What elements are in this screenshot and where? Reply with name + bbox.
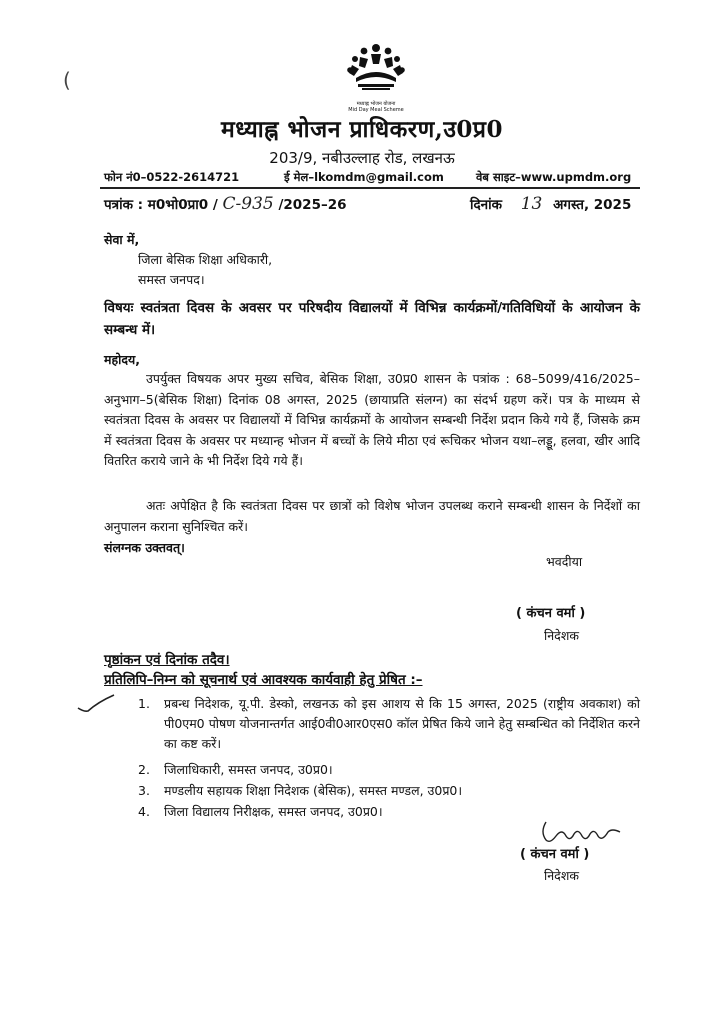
- logo-text-english: Mid Day Meal Scheme: [348, 107, 404, 113]
- list-item: [138, 781, 640, 801]
- list-item: [138, 694, 640, 754]
- signatory-designation: निदेशक: [544, 628, 579, 643]
- logo-text-hindi: मध्याह्न भोजन योजना: [356, 101, 396, 107]
- list-item-text: जिला विद्यालय निरीक्षक, समस्त जनपद, उ0प्र0।: [164, 804, 383, 819]
- reference-suffix: /2025–26: [278, 197, 347, 213]
- salutation: सेवा में,: [104, 232, 140, 247]
- body-paragraph-2: अतः अपेक्षित है कि स्वतंत्रता दिवस पर छात्रों को विशेष भोजन उपलब्ध कराने सम्बन्धी शासन के निर्देशों का अनुपालन कराना सुनिश्चित करें।: [104, 498, 640, 534]
- list-item-number: 1.: [138, 696, 150, 711]
- list-item-number: 2.: [138, 762, 150, 777]
- letter-date: [470, 194, 631, 214]
- list-item: [138, 760, 640, 780]
- email-address: ई मेल–lkomdm@gmail.com: [284, 170, 444, 184]
- date-month-year: अगस्त, 2025: [553, 197, 632, 213]
- header-divider: [100, 187, 640, 189]
- closing-word: भवदीया: [546, 554, 583, 569]
- mid-day-meal-logo-icon: [338, 38, 414, 108]
- organization-title: मध्याह्न भोजन प्राधिकरण,उ0प्र0: [220, 116, 504, 143]
- recipient-line-2: समस्त जनपद।: [138, 272, 205, 287]
- handwritten-tick-icon: [76, 694, 116, 716]
- signatory-name-2: ( कंचन वर्मा ): [520, 847, 590, 862]
- recipient-line-1: जिला बेसिक शिक्षा अधिकारी,: [138, 252, 273, 267]
- copy-to-line: प्रतिलिपि–निम्न को सूचनार्थ एवं आवश्यक कार्यवाही हेतु प्रेषित :–: [104, 672, 423, 688]
- reference-prefix: पत्रांक : म0भो0प्रा0 /: [104, 197, 218, 213]
- list-item-text: मण्डलीय सहायक शिक्षा निदेशक (बेसिक), समस्त मण्डल, उ0प्र0।: [164, 783, 463, 798]
- list-item-number: 3.: [138, 783, 150, 798]
- date-label: दिनांक: [470, 197, 503, 213]
- list-item-text: प्रबन्ध निदेशक, यू.पी. डेस्को, लखनऊ को इस आशय से कि 15 अगस्त, 2025 (राष्ट्रीय अवकाश) को पी0एम0 पोषण योजनान्तर्गत आई0वी0आर0एस0 कॉल प्रेषित किये जाने हेतु सम्बन्धित को निर्देशित करने का कष्ट करें।: [164, 696, 640, 751]
- endorsement-heading: पृष्ठांकन एवं दिनांक तदैव।: [104, 652, 230, 668]
- scan-mark-icon: (: [63, 68, 71, 92]
- organization-address: 203/9, नबीउल्लाह रोड, लखनऊ: [269, 149, 455, 167]
- enclosure-note: संलग्नक उक्तवत्।: [104, 540, 185, 555]
- website-address: वेब साइट–www.upmdm.org: [476, 170, 632, 184]
- phone-number: फोन नं0–0522-2614721: [104, 170, 240, 184]
- reference-handwritten-number: C-935: [222, 194, 274, 214]
- greeting: महोदय,: [104, 352, 140, 367]
- reference-number: [104, 194, 347, 214]
- date-handwritten-day: 13: [520, 194, 543, 214]
- signatory-name: ( कंचन वर्मा ): [516, 606, 586, 621]
- list-item-number: 4.: [138, 804, 150, 819]
- list-item-text: जिलाधिकारी, समस्त जनपद, उ0प्र0।: [164, 762, 333, 777]
- signatory-designation-2: निदेशक: [544, 868, 579, 883]
- body-paragraph-1: उपर्युक्त विषयक अपर मुख्य सचिव, बेसिक शिक्षा, उ0प्र0 शासन के पत्रांक : 68–5099/416/2025–अनुभाग–5(बेसिक शिक्षा) दिनांक 08 अगस्त, 2025 (छायाप्रति संलग्न) का संदर्भ ग्रहण करें। पत्र के माध्यम से स्वतंत्रता दिवस के अवसर पर विद्यालयों में विभिन्न कार्यक्रमों के आयोजन सम्बन्धी निर्देश प्रदान किये गये हैं, जिसके क्रम में स्वतंत्रता दिवस के अवसर पर मध्यान्ह भोजन में बच्चों के लिये मीठा एवं रूचिकर भोजन यथा–लड्डू, हलवा, खीर आदि वितरित कराये जाने के भी निर्देश दिये गये हैं।: [104, 371, 640, 468]
- subject-line: विषयः स्वतंत्रता दिवस के अवसर पर परिषदीय विद्यालयों में विभिन्न कार्यक्रमों/गतिविधियों के आयोजन के सम्बन्ध में।: [104, 300, 640, 338]
